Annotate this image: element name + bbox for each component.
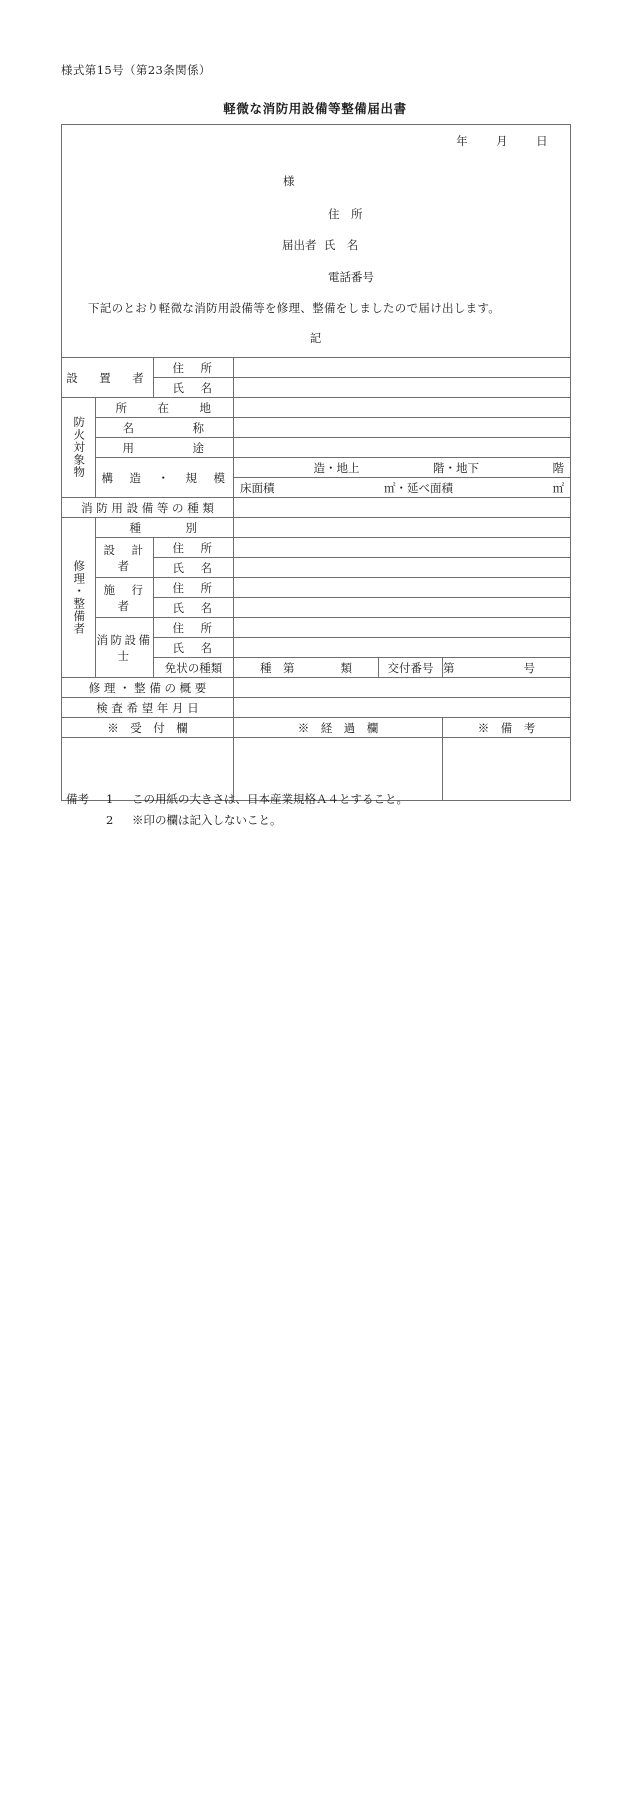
summary-label: 修 理 ・ 整 備 の 概 要 — [62, 678, 234, 698]
engineer-issue-no-label: 交付番号 — [379, 658, 443, 678]
submitter-address-label: 住 所 — [328, 207, 363, 221]
executor-name-label: 氏 名 — [154, 598, 234, 618]
floor-area-label: 床面積 — [240, 480, 275, 495]
executor-address-row — [62, 578, 571, 598]
property-label-cell — [62, 398, 96, 498]
equipment-type-value[interactable] — [234, 498, 571, 518]
engineer-name-label: 氏 名 — [154, 638, 234, 658]
submitter-name-line — [282, 237, 358, 253]
date-line — [456, 133, 548, 149]
notification-form-table — [61, 124, 571, 801]
property-name-label: 名 称 — [96, 418, 234, 438]
footer-notes — [66, 789, 408, 831]
repairer-label: 修理・整備者 — [72, 560, 87, 635]
note-2-text: ※印の欄は記入しないこと。 — [132, 813, 282, 827]
executor-name-value[interactable] — [234, 598, 571, 618]
structure-floor-unit: 階 — [552, 460, 565, 475]
structure-build-above: 造・地上 — [313, 460, 360, 475]
installer-label: 設 置 者 — [62, 358, 154, 398]
submitter-tel-label: 電話番号 — [328, 270, 374, 284]
repairer-label-cell — [62, 518, 96, 678]
property-structure-area[interactable] — [234, 478, 571, 498]
note-1-text: この用紙の大きさは、日本産業規格Ａ４とすること。 — [132, 792, 408, 806]
property-location-value[interactable] — [234, 398, 571, 418]
designer-name-value[interactable] — [234, 558, 571, 578]
page-title: 軽微な消防用設備等整備届出書 — [223, 101, 407, 116]
engineer-license-class[interactable]: 種 第 類 — [234, 658, 379, 678]
header-block-cell — [62, 125, 571, 358]
notes-label: 備考 — [66, 792, 89, 806]
summary-row — [62, 678, 571, 698]
note-item-2 — [66, 810, 408, 831]
inspection-date-value[interactable] — [234, 698, 571, 718]
form-number: 様式第15号（第23条関係） — [61, 63, 211, 77]
executor-address-label: 住 所 — [154, 578, 234, 598]
total-area-label: ㎡・延べ面積 — [384, 480, 454, 495]
engineer-issue-no-value[interactable] — [443, 658, 571, 678]
date-year: 年 — [456, 134, 469, 148]
engineer-name-value[interactable] — [234, 638, 571, 658]
property-use-label: 用 途 — [96, 438, 234, 458]
engineer-address-value[interactable] — [234, 618, 571, 638]
property-structure-label: 構 造 ・ 規 模 — [96, 458, 234, 498]
designer-address-value[interactable] — [234, 538, 571, 558]
property-location-row — [62, 398, 571, 418]
summary-value[interactable] — [234, 678, 571, 698]
property-name-value[interactable] — [234, 418, 571, 438]
submitter-label: 届出者 — [282, 238, 317, 252]
repairer-kind-value[interactable] — [234, 518, 571, 538]
ki-marker: 記 — [309, 331, 322, 345]
engineer-address-row — [62, 618, 571, 638]
note-item-1 — [66, 789, 408, 810]
date-month: 月 — [496, 134, 509, 148]
repairer-kind-label: 種 別 — [96, 518, 234, 538]
equipment-type-label: 消 防 用 設 備 等 の 種 類 — [62, 498, 234, 518]
property-structure-row-1 — [62, 458, 571, 478]
date-day: 日 — [536, 134, 549, 148]
statement-text: 下記のとおり軽微な消防用設備等を修理、整備をしましたので届け出します。 — [88, 301, 501, 315]
designer-address-row — [62, 538, 571, 558]
property-structure-floors[interactable] — [234, 458, 571, 478]
repairer-kind-row — [62, 518, 571, 538]
engineer-label: 消防設備士 — [96, 618, 154, 678]
property-use-value[interactable] — [234, 438, 571, 458]
note-1-number: 1 — [106, 792, 114, 806]
area-unit: ㎡ — [552, 480, 565, 495]
receipt-column-label: ※ 受 付 欄 — [62, 718, 234, 738]
office-use-header-row — [62, 718, 571, 738]
structure-below-label: 階・地下 — [433, 460, 480, 475]
installer-address-value[interactable] — [234, 358, 571, 378]
designer-address-label: 住 所 — [154, 538, 234, 558]
inspection-date-row — [62, 698, 571, 718]
executor-label: 施 行 者 — [96, 578, 154, 618]
designer-name-label: 氏 名 — [154, 558, 234, 578]
header-block-row — [62, 125, 571, 358]
remarks-column-label: ※ 備 考 — [443, 718, 571, 738]
progress-column-label: ※ 経 過 欄 — [234, 718, 443, 738]
remarks-column-value[interactable] — [443, 738, 571, 801]
engineer-license-label: 免状の種類 — [154, 658, 234, 678]
note-2-number: 2 — [106, 813, 114, 827]
property-label: 防火対象物 — [72, 416, 87, 479]
addressee-suffix: 様 — [283, 174, 295, 188]
installer-address-label: 住 所 — [154, 358, 234, 378]
installer-name-value[interactable] — [234, 378, 571, 398]
installer-name-label: 氏 名 — [154, 378, 234, 398]
submitter-name-label: 氏 名 — [323, 238, 359, 252]
installer-address-row — [62, 358, 571, 378]
issue-no-text: 第 号 — [443, 660, 535, 675]
equipment-type-row — [62, 498, 571, 518]
header-block — [62, 125, 570, 357]
property-location-label: 所 在 地 — [96, 398, 234, 418]
inspection-date-label: 検 査 希 望 年 月 日 — [62, 698, 234, 718]
property-name-row — [62, 418, 571, 438]
designer-label: 設 計 者 — [96, 538, 154, 578]
executor-address-value[interactable] — [234, 578, 571, 598]
engineer-address-label: 住 所 — [154, 618, 234, 638]
property-use-row — [62, 438, 571, 458]
